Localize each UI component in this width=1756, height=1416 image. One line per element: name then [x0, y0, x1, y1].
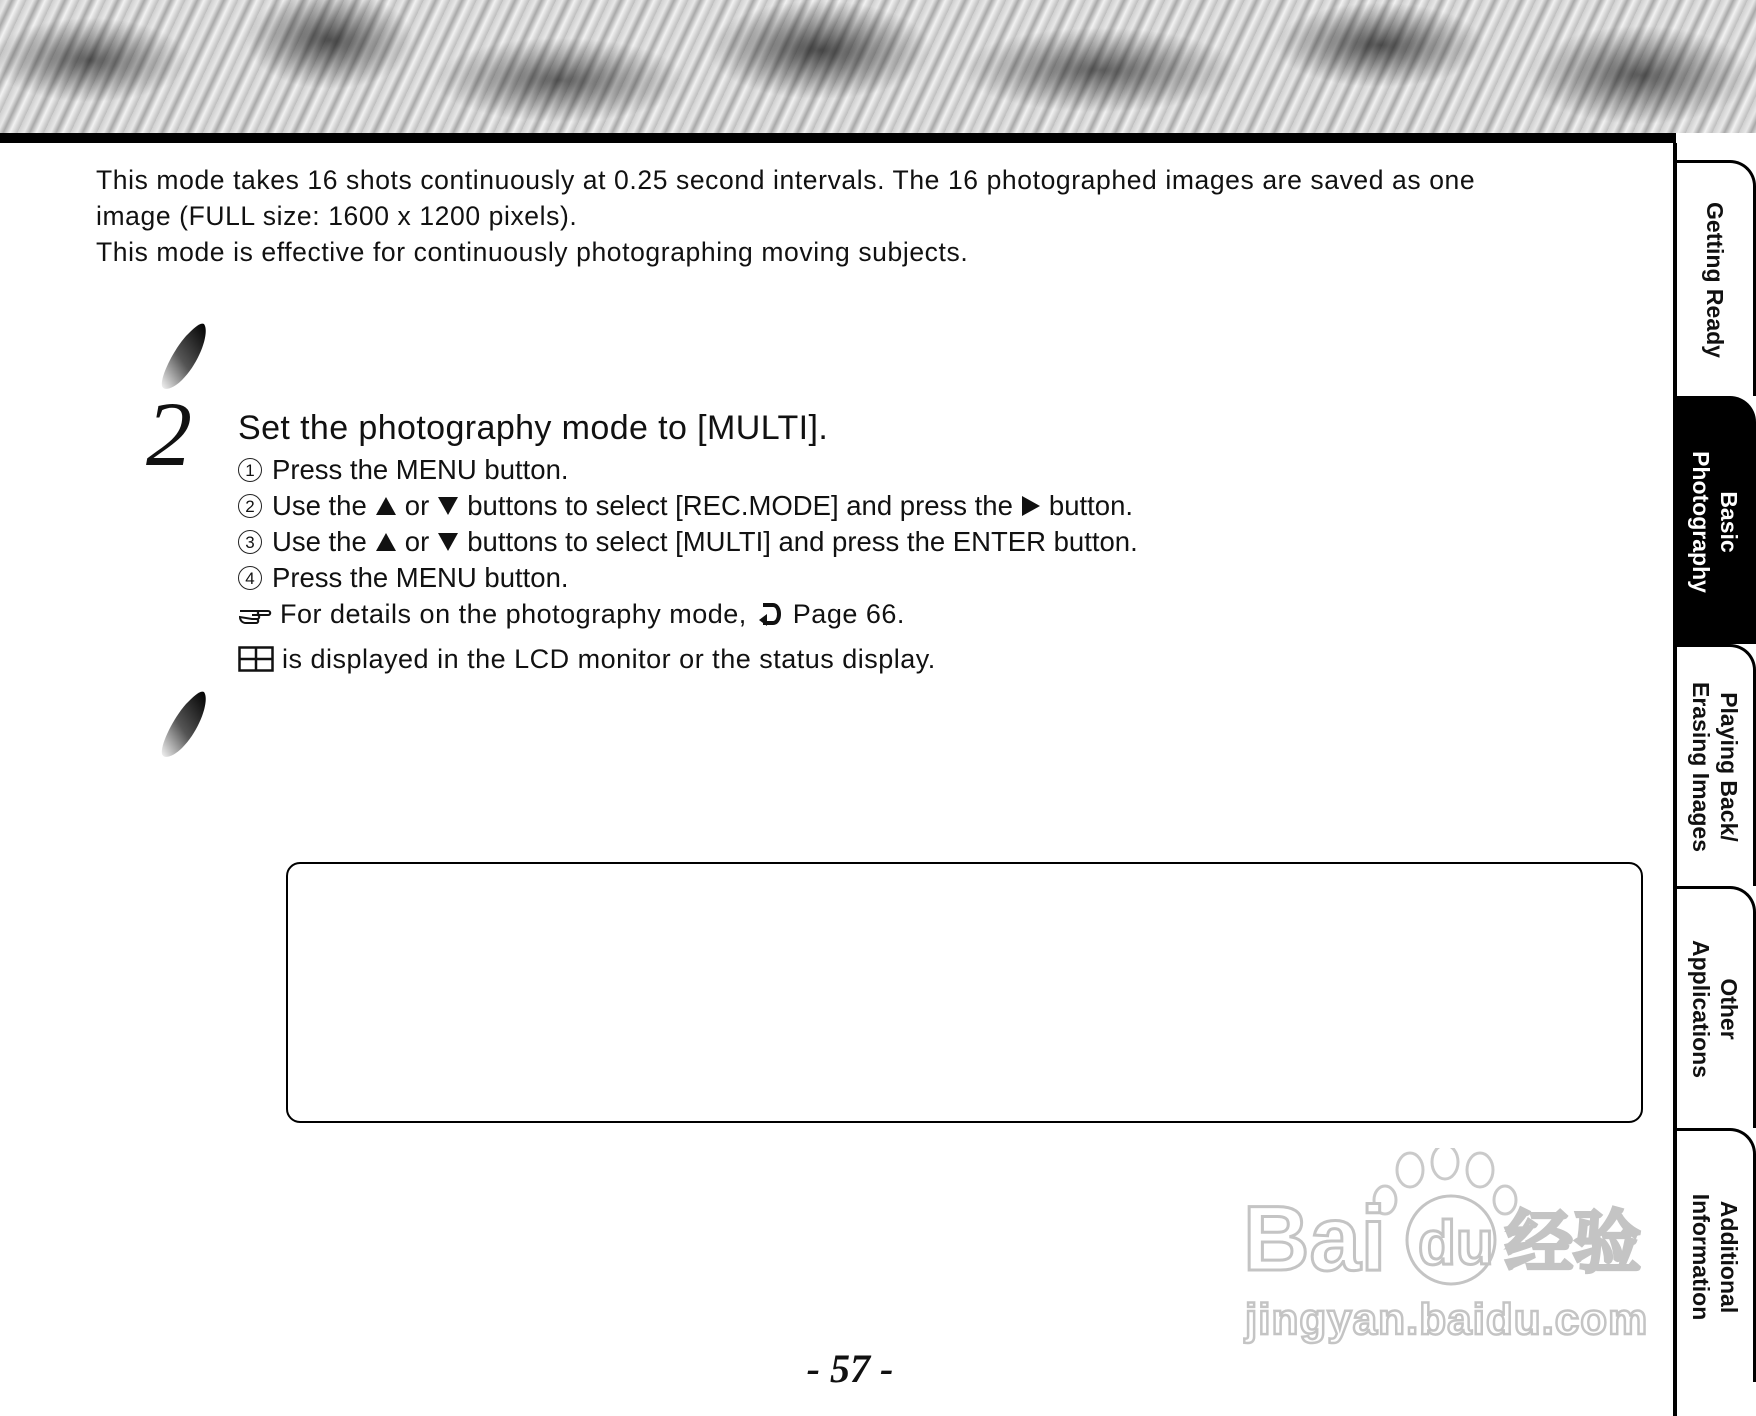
substep-text: buttons to select [REC.MODE] and press the	[467, 490, 1013, 521]
intro-line: This mode takes 16 shots continuously at 0.25 second intervals. The 16 photographed images are saved as one	[96, 165, 1476, 195]
watermark-brand-du: du	[1418, 1209, 1494, 1278]
step-number: 2	[146, 383, 192, 485]
tab-getting-ready[interactable]	[1677, 160, 1756, 396]
tab-other-applications[interactable]	[1677, 886, 1756, 1128]
substep-text: Use the	[272, 526, 367, 557]
note-box	[286, 862, 1643, 1123]
circled-number: 4	[238, 566, 262, 590]
substep-text: or	[404, 490, 430, 521]
substep-text: button.	[1048, 490, 1134, 521]
watermark-cn: 经验	[1505, 1204, 1642, 1283]
tab-label: Additional Information	[1688, 1193, 1742, 1320]
tab-label: Playing Back/ Erasing Images	[1688, 681, 1742, 852]
substep-text: or	[404, 526, 430, 557]
circled-number: 2	[238, 494, 262, 518]
substep-item	[238, 560, 1438, 596]
substep-text: buttons to select [MULTI] and press the ENTER button.	[467, 526, 1138, 557]
status-note	[238, 641, 936, 677]
reference-text: For details on the photography mode,	[280, 599, 747, 629]
step-marker-icon	[160, 322, 208, 392]
substep-item	[238, 452, 1438, 488]
right-arrow-icon	[1022, 496, 1040, 516]
substep-text: Use the	[272, 490, 367, 521]
page-number: - 57 -	[806, 1346, 894, 1391]
down-arrow-icon	[438, 497, 458, 515]
tab-label: Basic Photography	[1688, 450, 1742, 593]
intro-line: This mode is effective for continuously photographing moving subjects.	[96, 237, 969, 267]
tab-additional-information[interactable]	[1677, 1128, 1756, 1382]
header-marble-band	[0, 0, 1756, 133]
circled-number: 3	[238, 530, 262, 554]
substep-list	[238, 452, 1438, 632]
watermark-brand: Bai	[1243, 1188, 1387, 1290]
substep-item	[238, 488, 1438, 524]
pointing-hand-icon	[238, 603, 272, 625]
up-arrow-icon	[376, 533, 396, 551]
tab-playing-back-erasing-images[interactable]	[1677, 644, 1756, 886]
intro-text	[96, 162, 1636, 270]
up-arrow-icon	[376, 497, 396, 515]
circled-number: 1	[238, 458, 262, 482]
reference-note	[238, 596, 1438, 632]
page-reference-link[interactable]: Page 66.	[792, 599, 905, 629]
status-text: is displayed in the LCD monitor or the status display.	[282, 644, 936, 674]
step-title: Set the photography mode to [MULTI].	[238, 409, 829, 447]
multi-mode-icon	[238, 646, 274, 672]
step-marker-icon	[160, 690, 208, 760]
substep-item	[238, 524, 1438, 560]
substep-text: Press the MENU button.	[272, 562, 569, 593]
down-arrow-icon	[438, 533, 458, 551]
tab-basic-photography[interactable]	[1677, 396, 1756, 644]
tab-label: Other Applications	[1688, 939, 1742, 1078]
substep-text: Press the MENU button.	[272, 454, 569, 485]
header-rule	[0, 133, 1676, 143]
intro-line: image (FULL size: 1600 x 1200 pixels).	[96, 201, 578, 231]
tab-label: Getting Ready	[1702, 201, 1728, 358]
page-reference-arrow-icon	[757, 601, 787, 627]
baidu-watermark-logo	[1235, 1148, 1655, 1348]
watermark-url: jingyan.baidu.com	[1245, 1295, 1649, 1344]
